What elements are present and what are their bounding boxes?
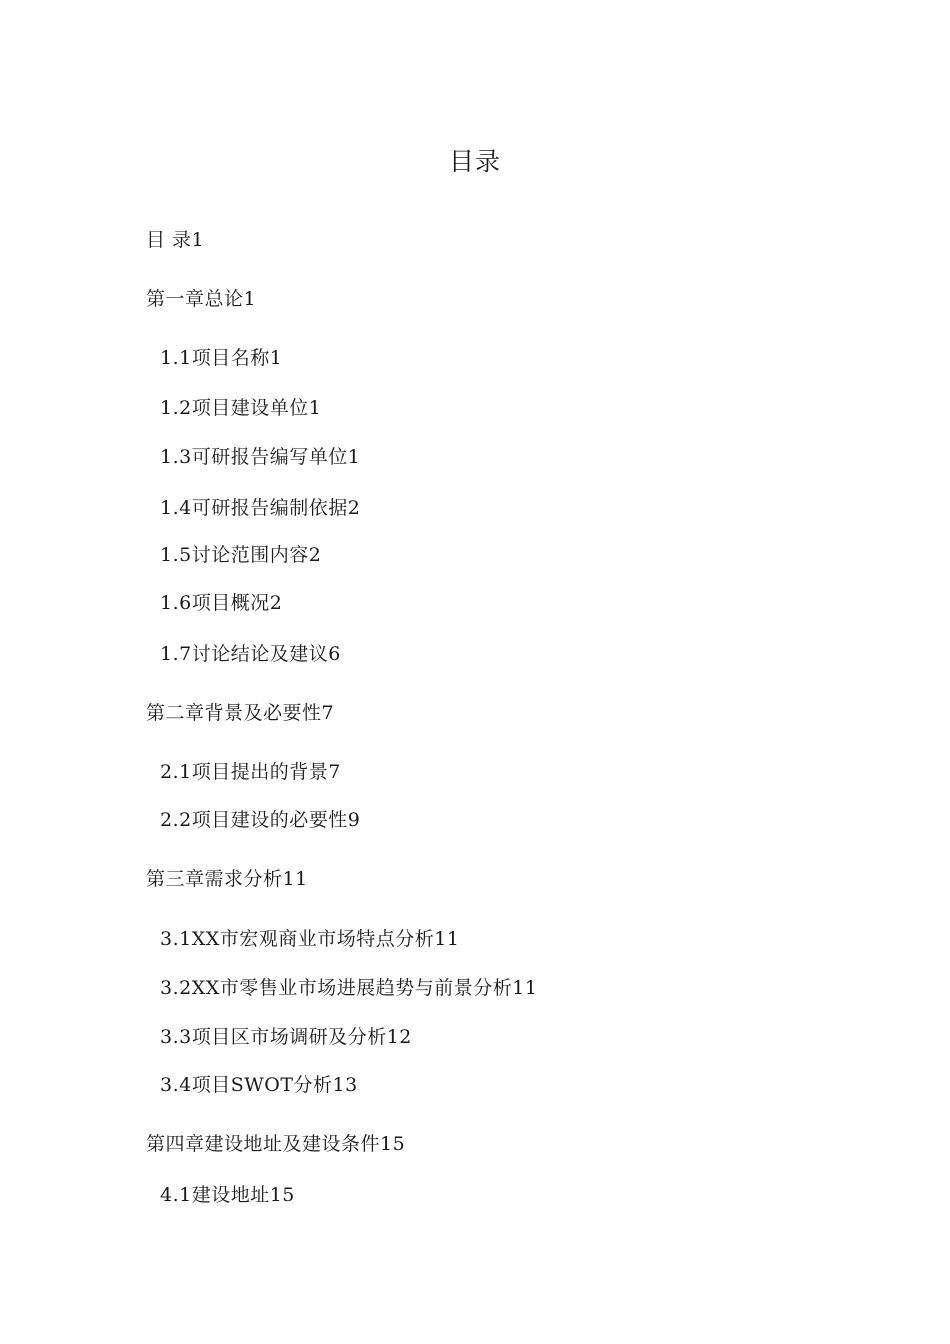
toc-entry-3-3[interactable]: 3.3项目区市场调研及分析12 — [160, 1026, 412, 1048]
toc-entry-1-3[interactable]: 1.3可研报告编写单位1 — [160, 446, 361, 468]
toc-entry-1-2[interactable]: 1.2项目建设单位1 — [160, 397, 322, 419]
toc-entry-chapter-2[interactable]: 第二章背景及必要性7 — [146, 702, 335, 724]
toc-entry-1-4[interactable]: 1.4可研报告编制依据2 — [160, 497, 361, 519]
toc-entry-chapter-4[interactable]: 第四章建设地址及建设条件15 — [146, 1133, 406, 1155]
toc-entry-chapter-1[interactable]: 第一章总论1 — [146, 288, 257, 310]
toc-entry-3-4[interactable]: 3.4项目SWOT分析13 — [160, 1074, 358, 1096]
toc-entry-3-1[interactable]: 3.1XX市宏观商业市场特点分析11 — [160, 928, 460, 950]
toc-entry-1-5[interactable]: 1.5讨论范围内容2 — [160, 544, 322, 566]
toc-entry-1-6[interactable]: 1.6项目概况2 — [160, 592, 283, 614]
toc-entry-1-7[interactable]: 1.7讨论结论及建议6 — [160, 643, 341, 665]
toc-entry-chapter-3[interactable]: 第三章需求分析11 — [146, 868, 308, 890]
page-title: 目录 — [448, 147, 501, 176]
toc-entry-3-2[interactable]: 3.2XX市零售业市场进展趋势与前景分析11 — [160, 977, 538, 999]
toc-entry-2-1[interactable]: 2.1项目提出的背景7 — [160, 761, 341, 783]
toc-entry-1-1[interactable]: 1.1项目名称1 — [160, 347, 283, 369]
toc-entry-2-2[interactable]: 2.2项目建设的必要性9 — [160, 809, 361, 831]
toc-entry-4-1[interactable]: 4.1建设地址15 — [160, 1184, 295, 1206]
toc-entry-contents[interactable]: 目 录1 — [146, 229, 205, 251]
